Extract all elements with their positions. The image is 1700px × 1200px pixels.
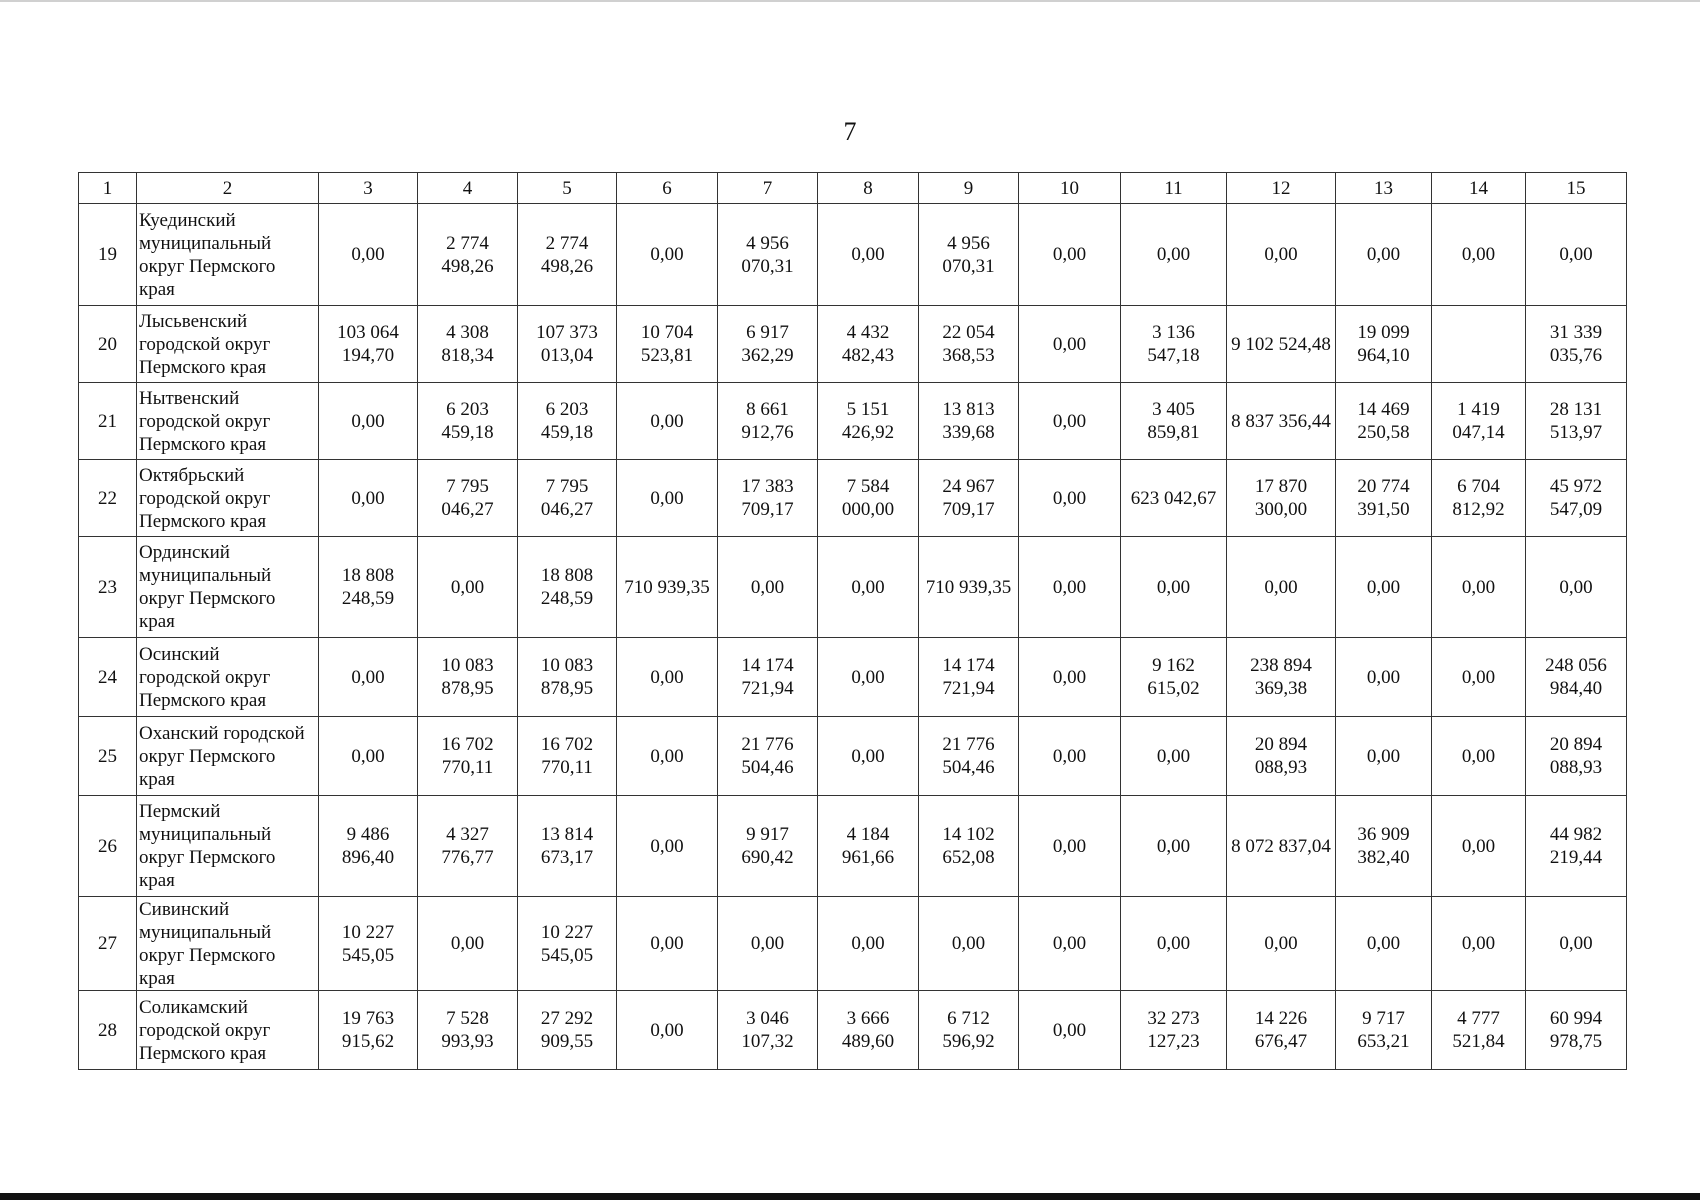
table-cell: 60 994 978,75 — [1526, 991, 1627, 1070]
column-header: 12 — [1227, 173, 1336, 204]
column-header: 15 — [1526, 173, 1627, 204]
table-cell: 5 151 426,92 — [818, 383, 919, 460]
table-cell: 0,00 — [617, 383, 718, 460]
table-cell: 0,00 — [1432, 796, 1526, 897]
table-cell: 6 203 459,18 — [418, 383, 518, 460]
table-cell: 0,00 — [1019, 796, 1121, 897]
table-cell: 24 967 709,17 — [919, 460, 1019, 537]
table-cell: 0,00 — [1019, 383, 1121, 460]
table-cell: 16 702 770,11 — [418, 717, 518, 796]
table-cell: 9 717 653,21 — [1336, 991, 1432, 1070]
table-cell: 107 373 013,04 — [518, 306, 617, 383]
table-cell: 103 064 194,70 — [319, 306, 418, 383]
table-cell: 4 777 521,84 — [1432, 991, 1526, 1070]
table-cell: 19 763 915,62 — [319, 991, 418, 1070]
table-cell: 6 704 812,92 — [1432, 460, 1526, 537]
table-row — [79, 796, 1627, 897]
table-cell: 27 292 909,55 — [518, 991, 617, 1070]
page-number: 7 — [843, 117, 857, 146]
table-cell: 0,00 — [1019, 638, 1121, 717]
table-cell: 16 702 770,11 — [518, 717, 617, 796]
row-number: 22 — [79, 460, 137, 537]
municipality-name: Лысьвенский городской округ Пермского края — [137, 306, 319, 383]
table-cell: 4 184 961,66 — [818, 796, 919, 897]
table-cell: 0,00 — [617, 204, 718, 306]
table-cell: 14 174 721,94 — [718, 638, 818, 717]
table-cell: 0,00 — [617, 638, 718, 717]
table-cell: 21 776 504,46 — [718, 717, 818, 796]
table-row — [79, 537, 1627, 638]
table-cell: 0,00 — [617, 717, 718, 796]
table-cell: 32 273 127,23 — [1121, 991, 1227, 1070]
table-cell: 4 432 482,43 — [818, 306, 919, 383]
table-cell: 6 203 459,18 — [518, 383, 617, 460]
table-cell: 7 584 000,00 — [818, 460, 919, 537]
table-cell: 0,00 — [319, 460, 418, 537]
table-cell: 0,00 — [1432, 897, 1526, 991]
column-header: 5 — [518, 173, 617, 204]
table-cell: 0,00 — [718, 897, 818, 991]
table-cell: 0,00 — [1227, 204, 1336, 306]
table-cell: 0,00 — [818, 638, 919, 717]
table-cell: 36 909 382,40 — [1336, 796, 1432, 897]
table-cell: 8 072 837,04 — [1227, 796, 1336, 897]
table-cell: 0,00 — [1336, 204, 1432, 306]
table-cell: 18 808 248,59 — [518, 537, 617, 638]
row-number: 20 — [79, 306, 137, 383]
table-cell: 0,00 — [1121, 796, 1227, 897]
table-cell: 10 227 545,05 — [319, 897, 418, 991]
table-cell: 21 776 504,46 — [919, 717, 1019, 796]
table-cell: 7 795 046,27 — [518, 460, 617, 537]
row-number: 27 — [79, 897, 137, 991]
table-cell: 0,00 — [818, 897, 919, 991]
municipality-name: Нытвенский городской округ Пермского края — [137, 383, 319, 460]
column-header: 6 — [617, 173, 718, 204]
table-row — [79, 638, 1627, 717]
table-cell: 6 712 596,92 — [919, 991, 1019, 1070]
table-cell: 44 982 219,44 — [1526, 796, 1627, 897]
table-cell: 20 774 391,50 — [1336, 460, 1432, 537]
table-cell: 0,00 — [1336, 897, 1432, 991]
table-cell: 0,00 — [1019, 537, 1121, 638]
column-header: 1 — [79, 173, 137, 204]
table-cell: 0,00 — [1526, 897, 1627, 991]
table-cell: 3 666 489,60 — [818, 991, 919, 1070]
table-cell: 0,00 — [418, 537, 518, 638]
row-number: 25 — [79, 717, 137, 796]
table-row — [79, 383, 1627, 460]
table-cell: 13 814 673,17 — [518, 796, 617, 897]
table-cell: 14 226 676,47 — [1227, 991, 1336, 1070]
row-number: 21 — [79, 383, 137, 460]
table-cell: 710 939,35 — [617, 537, 718, 638]
municipality-name: Ординский муниципальный округ Пермского края — [137, 537, 319, 638]
table-cell: 3 046 107,32 — [718, 991, 818, 1070]
table-cell: 0,00 — [1121, 717, 1227, 796]
table-cell: 0,00 — [319, 638, 418, 717]
table-cell: 0,00 — [1019, 460, 1121, 537]
table-cell: 0,00 — [617, 796, 718, 897]
table-cell: 0,00 — [617, 460, 718, 537]
municipality-name: Сивинский муниципальный округ Пермского края — [137, 897, 319, 991]
row-number: 28 — [79, 991, 137, 1070]
table-cell: 0,00 — [1227, 537, 1336, 638]
table-cell: 4 308 818,34 — [418, 306, 518, 383]
table-cell: 0,00 — [1336, 638, 1432, 717]
table-cell: 0,00 — [1019, 204, 1121, 306]
table-cell: 4 956 070,31 — [718, 204, 818, 306]
table-cell: 0,00 — [818, 204, 919, 306]
table-row — [79, 204, 1627, 306]
table-cell — [1432, 306, 1526, 383]
municipality-name: Соликамский городской округ Пермского края — [137, 991, 319, 1070]
table-cell: 17 383 709,17 — [718, 460, 818, 537]
column-header: 3 — [319, 173, 418, 204]
table-cell: 7 795 046,27 — [418, 460, 518, 537]
table-cell: 9 486 896,40 — [319, 796, 418, 897]
column-header: 2 — [137, 173, 319, 204]
table-cell: 0,00 — [319, 383, 418, 460]
table-cell: 0,00 — [617, 897, 718, 991]
table-cell: 710 939,35 — [919, 537, 1019, 638]
table-cell: 0,00 — [1432, 537, 1526, 638]
table-cell: 6 917 362,29 — [718, 306, 818, 383]
table-cell: 0,00 — [718, 537, 818, 638]
table-cell: 0,00 — [1121, 897, 1227, 991]
table-cell: 0,00 — [319, 717, 418, 796]
table-cell: 14 469 250,58 — [1336, 383, 1432, 460]
row-number: 24 — [79, 638, 137, 717]
table-cell: 13 813 339,68 — [919, 383, 1019, 460]
table-cell: 0,00 — [1336, 537, 1432, 638]
table-cell: 14 174 721,94 — [919, 638, 1019, 717]
table-cell: 1 419 047,14 — [1432, 383, 1526, 460]
table-cell: 10 227 545,05 — [518, 897, 617, 991]
municipality-name: Октябрьский городской округ Пермского края — [137, 460, 319, 537]
table-cell: 0,00 — [1526, 537, 1627, 638]
table-cell: 8 837 356,44 — [1227, 383, 1336, 460]
column-header: 9 — [919, 173, 1019, 204]
table-cell: 9 102 524,48 — [1227, 306, 1336, 383]
table-cell: 20 894 088,93 — [1227, 717, 1336, 796]
column-header: 13 — [1336, 173, 1432, 204]
table-cell: 0,00 — [1121, 537, 1227, 638]
column-header: 10 — [1019, 173, 1121, 204]
table-cell: 0,00 — [1019, 306, 1121, 383]
row-number: 23 — [79, 537, 137, 638]
table-cell: 0,00 — [1526, 204, 1627, 306]
table-cell: 45 972 547,09 — [1526, 460, 1627, 537]
table-cell: 2 774 498,26 — [518, 204, 617, 306]
table-cell: 18 808 248,59 — [319, 537, 418, 638]
table-cell: 9 917 690,42 — [718, 796, 818, 897]
column-header: 7 — [718, 173, 818, 204]
table-cell: 28 131 513,97 — [1526, 383, 1627, 460]
table-row — [79, 306, 1627, 383]
table-cell: 10 704 523,81 — [617, 306, 718, 383]
column-header: 8 — [818, 173, 919, 204]
table-cell: 0,00 — [818, 717, 919, 796]
table-cell: 9 162 615,02 — [1121, 638, 1227, 717]
table-cell: 22 054 368,53 — [919, 306, 1019, 383]
municipality-name: Оханский городской округ Пермского края — [137, 717, 319, 796]
table-row — [79, 897, 1627, 991]
table-cell: 31 339 035,76 — [1526, 306, 1627, 383]
table-cell: 20 894 088,93 — [1526, 717, 1627, 796]
table-cell: 17 870 300,00 — [1227, 460, 1336, 537]
header-row — [79, 173, 1627, 204]
table-cell: 0,00 — [818, 537, 919, 638]
column-header: 11 — [1121, 173, 1227, 204]
row-number: 19 — [79, 204, 137, 306]
table-cell: 0,00 — [1432, 204, 1526, 306]
table-row — [79, 717, 1627, 796]
table-cell: 248 056 984,40 — [1526, 638, 1627, 717]
table-cell: 0,00 — [1432, 717, 1526, 796]
table-cell: 0,00 — [1019, 897, 1121, 991]
table-cell: 0,00 — [1019, 717, 1121, 796]
table-cell: 0,00 — [1432, 638, 1526, 717]
column-header: 14 — [1432, 173, 1526, 204]
table-cell: 0,00 — [1121, 204, 1227, 306]
table-cell: 0,00 — [1019, 991, 1121, 1070]
table-cell: 2 774 498,26 — [418, 204, 518, 306]
table-cell: 0,00 — [1227, 897, 1336, 991]
table-cell: 238 894 369,38 — [1227, 638, 1336, 717]
column-header: 4 — [418, 173, 518, 204]
table-cell: 0,00 — [617, 991, 718, 1070]
table-cell: 3 405 859,81 — [1121, 383, 1227, 460]
table-cell: 0,00 — [319, 204, 418, 306]
table-cell: 623 042,67 — [1121, 460, 1227, 537]
scan-edge-bottom — [0, 1193, 1700, 1200]
table-cell: 4 956 070,31 — [919, 204, 1019, 306]
table-cell: 14 102 652,08 — [919, 796, 1019, 897]
municipal-finance-table — [78, 172, 1627, 1070]
table-row — [79, 460, 1627, 537]
table-cell: 0,00 — [919, 897, 1019, 991]
table-cell: 10 083 878,95 — [418, 638, 518, 717]
table-cell: 3 136 547,18 — [1121, 306, 1227, 383]
table-cell: 0,00 — [1336, 717, 1432, 796]
scan-edge-top — [0, 0, 1700, 2]
table-cell: 7 528 993,93 — [418, 991, 518, 1070]
table-cell: 8 661 912,76 — [718, 383, 818, 460]
table-row — [79, 991, 1627, 1070]
table-cell: 4 327 776,77 — [418, 796, 518, 897]
municipality-name: Осинский городской округ Пермского края — [137, 638, 319, 717]
table-cell: 0,00 — [418, 897, 518, 991]
table-cell: 19 099 964,10 — [1336, 306, 1432, 383]
row-number: 26 — [79, 796, 137, 897]
table-cell: 10 083 878,95 — [518, 638, 617, 717]
municipality-name: Куединский муниципальный округ Пермского края — [137, 204, 319, 306]
municipality-name: Пермский муниципальный округ Пермского края — [137, 796, 319, 897]
